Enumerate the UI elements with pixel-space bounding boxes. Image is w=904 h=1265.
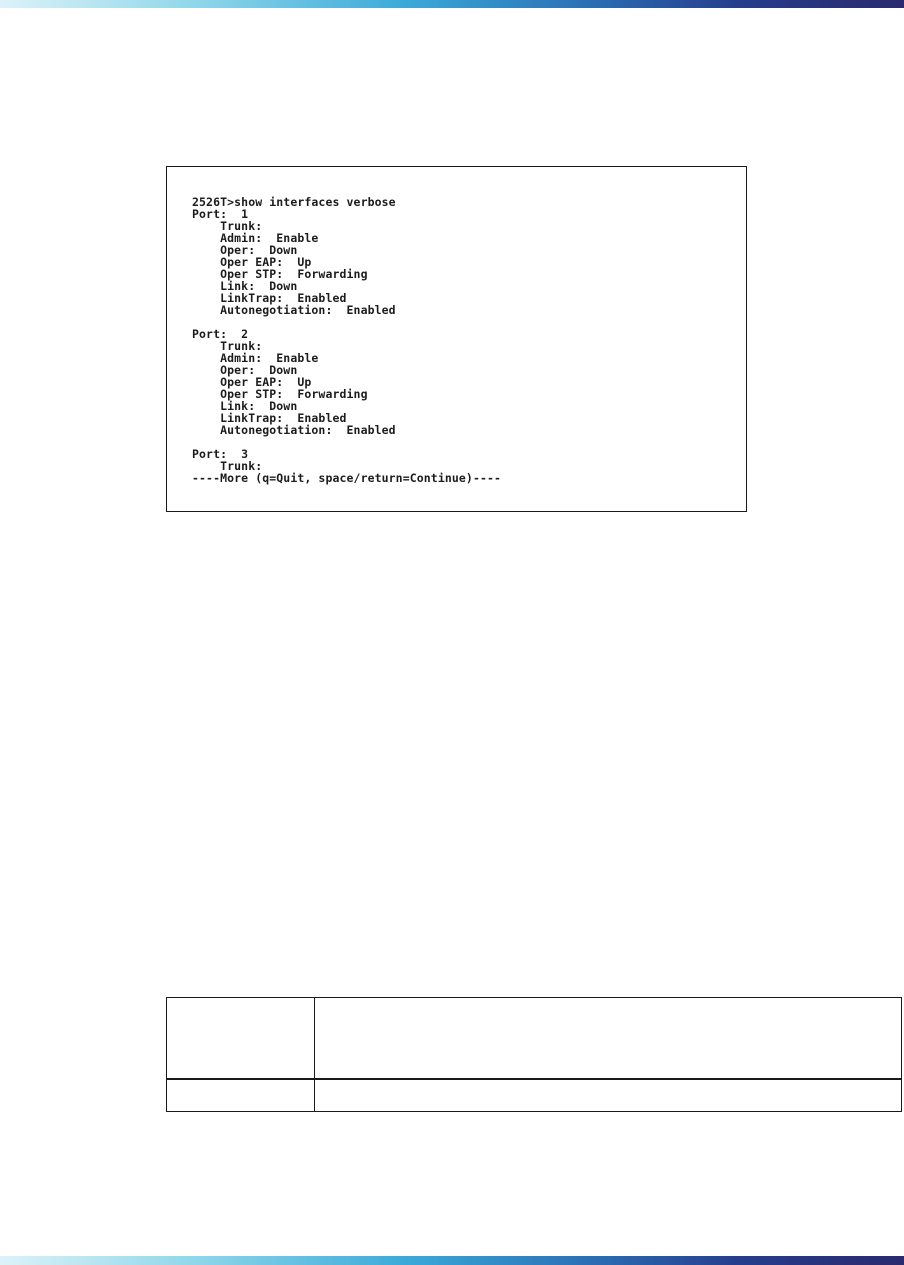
terminal-line: Autonegotiation: Enabled bbox=[192, 423, 396, 437]
terminal-line: Port: 2 bbox=[192, 327, 249, 341]
terminal-line: Oper: Down bbox=[192, 363, 298, 377]
terminal-line: Oper STP: Forwarding bbox=[192, 387, 368, 401]
terminal-line: Admin: Enable bbox=[192, 351, 319, 365]
terminal-line: Oper STP: Forwarding bbox=[192, 267, 368, 281]
terminal-line: LinkTrap: Enabled bbox=[192, 291, 347, 305]
terminal-line: Admin: Enable bbox=[192, 231, 319, 245]
terminal-line: Oper: Down bbox=[192, 243, 298, 257]
terminal-line: Oper EAP: Up bbox=[192, 375, 312, 389]
table-row bbox=[167, 1079, 902, 1112]
terminal-line: Trunk: bbox=[192, 459, 263, 473]
terminal-line: LinkTrap: Enabled bbox=[192, 411, 347, 425]
terminal-line: Oper EAP: Up bbox=[192, 255, 312, 269]
terminal-line: Port: 3 bbox=[192, 447, 249, 461]
terminal-line-more-prompt: ----More (q=Quit, space/return=Continue)---- bbox=[192, 471, 502, 485]
table-cell bbox=[167, 998, 315, 1080]
table-cell bbox=[315, 1079, 902, 1112]
table-cell bbox=[315, 998, 902, 1080]
terminal-line-command: 2526T>show interfaces verbose bbox=[192, 195, 396, 209]
terminal-output bbox=[192, 196, 501, 484]
table-row bbox=[167, 998, 902, 1080]
terminal-line: Autonegotiation: Enabled bbox=[192, 303, 396, 317]
terminal-line: Link: Down bbox=[192, 399, 298, 413]
table-cell bbox=[167, 1079, 315, 1112]
terminal-line: Trunk: bbox=[192, 339, 263, 353]
terminal-line: Port: 1 bbox=[192, 207, 249, 221]
bottom-decorative-band bbox=[0, 1256, 904, 1265]
terminal-line: Trunk: bbox=[192, 219, 263, 233]
top-decorative-band bbox=[0, 0, 904, 8]
terminal-screenshot bbox=[166, 166, 747, 512]
terminal-line: Link: Down bbox=[192, 279, 298, 293]
parameter-table bbox=[166, 997, 902, 1112]
